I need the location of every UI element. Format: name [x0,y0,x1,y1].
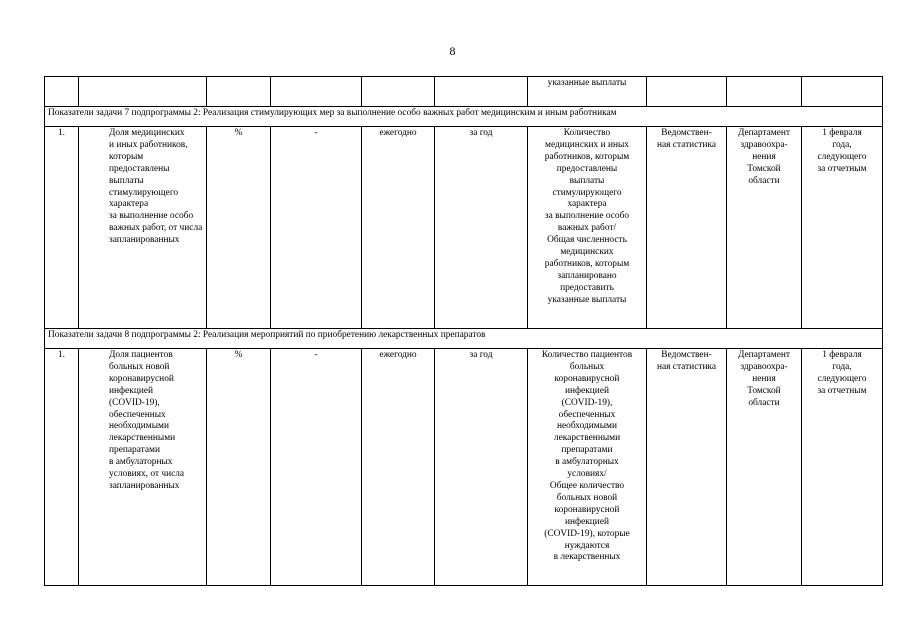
text-line: больных новой [556,492,618,503]
period: за год [435,349,528,586]
row-number: 1. [45,349,79,586]
text-line: указанные выплаты [547,78,627,88]
text-line: Департамент [738,128,790,138]
text-line: Доля медицинских [109,128,185,138]
indicators-table [44,76,883,586]
text-line: больных [569,361,605,372]
text-line: предоставлены [109,163,170,174]
indicator-name [79,127,207,329]
text-line: за выполнение особо [544,211,630,222]
text-line: в амбулаторных [109,457,173,468]
cell-source [647,77,727,107]
calculation-formula [528,127,647,329]
unit: % [207,127,271,329]
text-line: за выполнение особо [109,211,194,222]
cell-indicator [79,77,207,107]
text-line: необходимыми [109,421,169,432]
text-line: коронавирусной [554,504,620,515]
table-row [45,349,883,586]
text-line: указанные выплаты [547,294,627,305]
text-line: лекарственными [553,433,621,444]
text-line: выплаты [109,175,144,186]
cell-deadline [802,77,883,107]
text-line: Общая численность [547,235,627,246]
text-line: ная статистика [656,139,717,150]
text-line: условиях, от числа [109,469,185,480]
deadline [802,349,883,586]
indicator-name [79,349,207,586]
cell-dash [271,77,362,107]
text-line: которым [109,151,144,162]
text-line: необходимыми [557,421,617,432]
text-line: следующего [817,151,867,162]
text-line: инфекцией [564,516,610,527]
text-line: года, [832,139,852,150]
responsible-body [727,127,802,329]
dash-value: - [271,127,362,329]
section-header-row [45,329,883,349]
text-line: нения [752,151,776,162]
unit: % [207,349,271,586]
data-source [647,349,727,586]
text-line: важных работ, от числа [109,223,203,234]
deadline [802,127,883,329]
text-line: медицинских и иных [545,139,629,150]
text-line: запланированных [109,480,180,491]
text-line: следующего [817,373,867,384]
text-line: Количество пациентов [541,350,633,360]
text-line: стимулирующего [552,187,622,198]
text-line: Томской [747,385,781,396]
text-line: года, [832,361,852,372]
text-line: за отчетным [817,385,867,396]
text-line: характера [567,199,607,210]
text-line: работников, которым [544,151,630,162]
text-line: Департамент [738,350,790,360]
continuation-row [45,77,883,107]
data-source [647,127,727,329]
text-line: (COVID-19), которые [544,528,630,539]
calculation-formula [528,349,647,586]
text-line: условиях/ [567,469,607,480]
text-line: (COVID-19), [109,397,160,408]
cell-responsible [727,77,802,107]
text-line: медицинских [560,247,614,258]
cell-unit [207,77,271,107]
text-line: Общее количество [549,480,625,491]
section-header-row [45,107,883,127]
text-line: (COVID-19), [561,397,613,408]
text-line: запланировано [557,270,617,281]
text-line: коронавирусной [109,373,174,384]
periodicity: ежегодно [362,349,435,586]
cell-periodicity [362,77,435,107]
periodicity: ежегодно [362,127,435,329]
section-title: Показатели задачи 7 подпрограммы 2: Реализация стимулирующих мер за выполнение особо важных работ медицинским и иным работникам [45,107,883,127]
cell-num [45,77,79,107]
text-line: стимулирующего [109,187,179,198]
text-line: выплаты [569,175,605,186]
text-line: предоставлены [556,163,618,174]
text-line: 1 февраля [822,128,862,138]
text-line: области [748,175,780,186]
text-line: нения [752,373,776,384]
text-line: в амбулаторных [555,457,619,468]
text-line: здравоохра- [740,139,788,150]
text-line: характера [109,199,149,210]
responsible-body [727,349,802,586]
text-line: важных работ/ [557,223,617,234]
text-line: препаратами [561,445,613,456]
cell-period [435,77,528,107]
text-line: больных новой [109,361,170,372]
text-line: инфекцией [564,385,610,396]
text-line: предоставить [560,282,614,293]
text-line: препаратами [109,445,160,456]
text-line: обеспеченных [558,409,616,420]
text-line: инфекцией [109,385,154,396]
text-line: обеспеченных [109,409,166,420]
text-line: и иных работников, [109,139,188,150]
text-line: за отчетным [817,163,867,174]
text-line: ная статистика [656,361,717,372]
text-line: работников, которым [544,258,630,269]
text-line: коронавирусной [554,373,620,384]
text-line: нуждаются [564,540,610,551]
dash-value: - [271,349,362,586]
text-line: Ведомствен- [661,128,712,138]
table-row [45,127,883,329]
row-number: 1. [45,127,79,329]
text-line: Количество [563,128,611,138]
period: за год [435,127,528,329]
text-line: в лекарственных [553,552,621,563]
text-line: Томской [747,163,781,174]
section-title: Показатели задачи 8 подпрограммы 2: Реализация мероприятий по приобретению лекарственных препаратов [45,329,883,349]
text-line: Доля пациентов [109,350,173,360]
text-line: Ведомствен- [661,350,712,360]
cell-formula [528,77,647,107]
text-line: области [748,397,780,408]
text-line: здравоохра- [740,361,788,372]
text-line: запланированных [109,235,180,246]
page-number: 8 [449,44,456,58]
text-line: 1 февраля [822,350,862,360]
text-line: лекарственными [109,433,176,444]
